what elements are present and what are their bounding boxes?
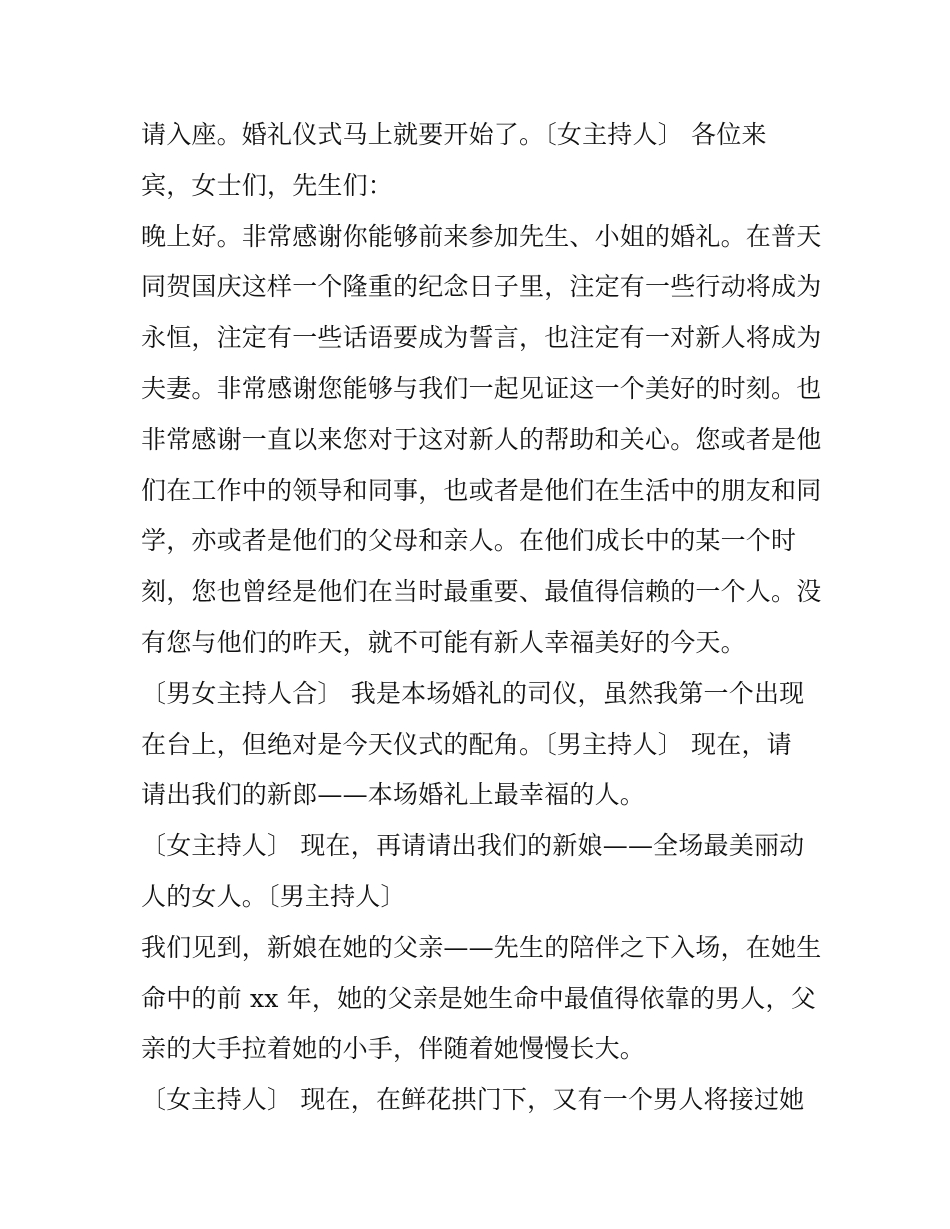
text-line: 在台上，但绝对是今天仪式的配角。〔男主持人〕 现在，请 (141, 729, 792, 759)
text-line: 〔女主持人〕 现在，在鲜花拱门下，又有一个男人将接过她 (141, 1085, 805, 1115)
text-line: 〔女主持人〕 现在，再请请出我们的新娘——全场最美丽动 (141, 831, 805, 861)
document-body (141, 110, 831, 1126)
text-line: 我们见到，新娘在她的父亲——先生的陪伴之下入场，在她生 (141, 932, 822, 962)
text-line: 晚上好。非常感谢你能够前来参加先生、小姐的婚礼。在普天 (141, 221, 822, 251)
text-line: 同贺国庆这样一个隆重的纪念日子里，注定有一些行动将成为 (141, 272, 822, 302)
text-line: 〔男女主持人合〕 我是本场婚礼的司仪，虽然我第一个出现 (141, 678, 805, 708)
text-line: 非常感谢一直以来您对于这对新人的帮助和关心。您或者是他 (141, 424, 822, 454)
text-line: 学，亦或者是他们的父母和亲人。在他们成长中的某一个时 (141, 526, 797, 556)
text-line: 有您与他们的昨天，就不可能有新人幸福美好的今天。 (141, 627, 746, 657)
text-line: 夫妻。非常感谢您能够与我们一起见证这一个美好的时刻。也 (141, 373, 822, 403)
text-line: 亲的大手拉着她的小手，伴随着她慢慢长大。 (141, 1034, 646, 1064)
text-line: 们在工作中的领导和同事，也或者是他们在生活中的朋友和同 (141, 475, 822, 505)
text-line: 宾，女士们，先生们： (141, 170, 394, 200)
text-line: 命中的前 xx 年，她的父亲是她生命中最值得依靠的男人，父 (141, 983, 816, 1013)
text-line: 人的女人。〔男主持人〕 (141, 881, 406, 911)
text-line: 刻，您也曾经是他们在当时最重要、最值得信赖的一个人。没 (141, 577, 822, 607)
text-line: 请出我们的新郎——本场婚礼上最幸福的人。 (141, 780, 646, 810)
text-line: 永恒，注定有一些话语要成为誓言，也注定有一对新人将成为 (141, 323, 822, 353)
text-line: 请入座。婚礼仪式马上就要开始了。〔女主持人〕 各位来 (141, 120, 767, 149)
